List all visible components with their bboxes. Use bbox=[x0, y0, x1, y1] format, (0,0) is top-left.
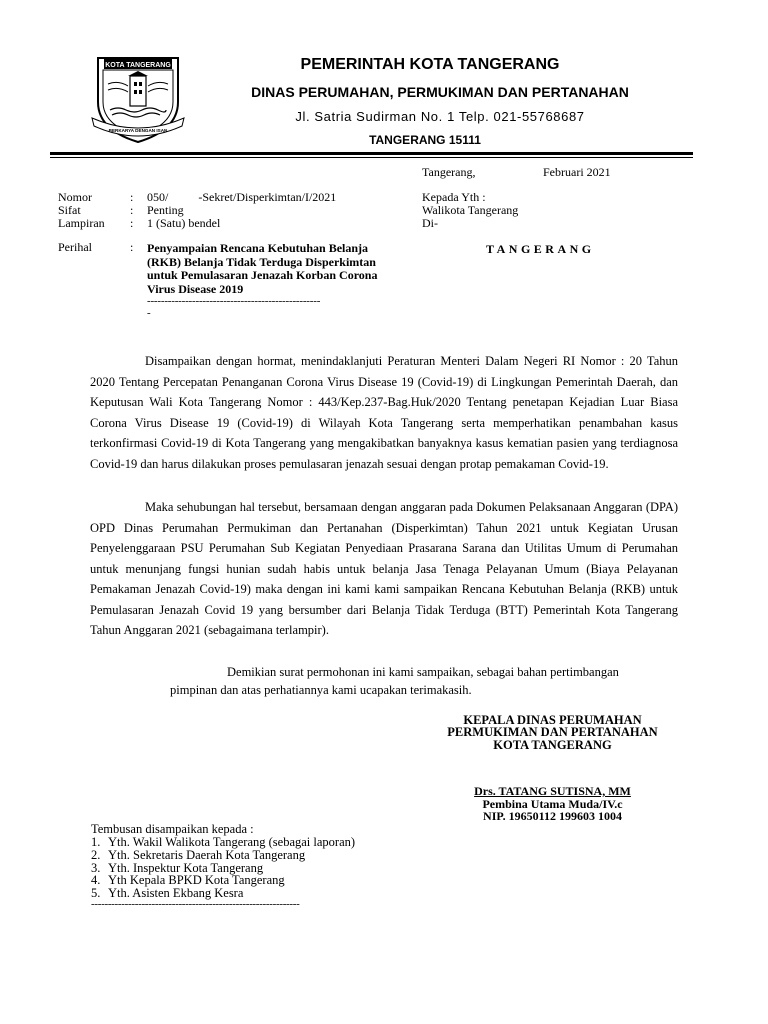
nomor-value: 050/ -Sekret/Disperkimtan/I/2021 bbox=[147, 190, 337, 204]
tembusan-title: Tembusan disampaikan kepada : bbox=[91, 822, 254, 836]
list-item: 4. Yth Kepala BPKD Kota Tangerang bbox=[91, 873, 285, 888]
recipient-line1: Kepada Yth : bbox=[422, 190, 486, 204]
perihal-colon: : bbox=[130, 240, 134, 254]
sifat-colon: : bbox=[130, 203, 134, 217]
letterhead-divider-thick bbox=[50, 152, 693, 155]
letterhead-title: PEMERINTAH KOTA TANGERANG bbox=[300, 56, 560, 73]
perihal-dashes: -------------------------------------------------- bbox=[147, 295, 321, 307]
body-paragraph-2: Maka sehubungan hal tersebut, bersamaan dengan anggaran pada Dokumen Pelaksanaan Anggaran (DPA) OPD Dinas Perumahan Permukiman dan Pertanahan (Disperkimtan) Tahun 2021 untuk Kegiatan Urusan Penyelenggaraan PSU Perumahan Sub Kegiatan Penyediaan Prasarana Sarana dan Utilitas Umum di Perumahan untuk menunjang fungsi hunian sudah habis untuk belanja Jasa Tenaga Pelayanan Umum (Biaya Pelayanan Pemakaman Jenazah Covid-19) maka dengan ini kami kami sampaikan Rencana Kebutuhan Belanja (RKB) untuk Pemulasaran Jenazah Covid 19 yang bersumber dari Belanja Tidak Terduga (BTT) Pemerintah Kota Tangerang Tahun Anggaran 2021 (sebagaimana terlampir). bbox=[90, 500, 678, 637]
sifat-value: Penting bbox=[147, 203, 184, 217]
closing-line-1: Demikian surat permohonan ini kami sampaikan, sebagai bahan pertimbangan bbox=[227, 665, 619, 679]
signature-title-line2: PERMUKIMAN DAN PERTANAHAN bbox=[447, 725, 658, 739]
tembusan-dashes: -------------------------------------------------------------- bbox=[91, 898, 300, 910]
list-item: 3. Yth. Inspektur Kota Tangerang bbox=[91, 860, 264, 875]
signatory-nip: NIP. 19650112 199603 1004 bbox=[483, 809, 622, 823]
sifat-label: Sifat bbox=[58, 203, 81, 217]
date-value: Februari 2021 bbox=[543, 165, 611, 179]
lampiran-colon: : bbox=[130, 216, 134, 230]
kota-tangerang-logo-icon bbox=[88, 52, 188, 144]
body-paragraph-1: Disampaikan dengan hormat, menindaklanjuti Peraturan Menteri Dalam Negeri RI Nomor : 20 Tahun 2020 Tentang Percepatan Penanganan Corona Virus Disease 19 (Covid-19) di Lingkungan Pemerintah Daerah, dan Keputusan Wali Kota Tangerang Nomor : 443/Kep.237-Bag.Huk/2020 Tentang penetapan Kejadian Luar Biasa Corona Virus Disease 19 (Covid-19) di Wilayah Kota Tangerang serta memperhatikan penambahan kasus terkonfirmasi Covid-19 di Kota Tangerang yang mengakibatkan banyaknya kasus kematian pasien yang terdiagnosa Covid-19 dan harus dilakukan proses pemulasaran jenazah sesuai dengan protap pemakaman Covid-19. bbox=[90, 354, 678, 471]
nomor-label: Nomor bbox=[58, 190, 92, 204]
signature-title-line1: KEPALA DINAS PERUMAHAN bbox=[463, 713, 642, 727]
signatory-name: Drs. TATANG SUTISNA, MM bbox=[474, 784, 631, 798]
perihal-dash-end: - bbox=[147, 307, 151, 319]
nomor-colon: : bbox=[130, 190, 134, 204]
letterhead-city-postal: TANGERANG 15111 bbox=[369, 133, 481, 147]
letterhead-divider-thin bbox=[50, 157, 693, 158]
letterhead-address: Jl. Satria Sudirman No. 1 Telp. 021-55768687 bbox=[295, 109, 585, 124]
tembusan-list bbox=[91, 836, 355, 900]
recipient-line3: Di- bbox=[422, 216, 438, 230]
list-item: 2. Yth. Sekretaris Daerah Kota Tangerang bbox=[91, 847, 306, 862]
recipient-city: TANGERANG bbox=[486, 242, 595, 256]
perihal-label: Perihal bbox=[58, 240, 92, 254]
lampiran-label: Lampiran bbox=[58, 216, 105, 230]
logo-motto-text: BERKARYA DENGAN ISAN bbox=[108, 128, 168, 133]
signature-title-line3: KOTA TANGERANG bbox=[493, 738, 612, 752]
closing-line-2: pimpinan dan atas perhatiannya kami ucapakan terimakasih. bbox=[170, 683, 472, 697]
date-place: Tangerang, bbox=[422, 165, 476, 179]
perihal-value: Penyampaian Rencana Kebutuhan Belanja (RKB) Belanja Tidak Terduga Disperkimtan untuk Pemulasaran Jenazah Korban Corona Virus Disease 2019 bbox=[147, 241, 378, 296]
list-item: 1. Yth. Wakil Walikota Tangerang (sebagai laporan) bbox=[91, 835, 356, 849]
logo-banner-text: KOTA TANGERANG bbox=[105, 62, 171, 69]
letterhead-agency: DINAS PERUMAHAN, PERMUKIMAN DAN PERTANAHAN bbox=[251, 84, 629, 100]
signatory-position: Pembina Utama Muda/IV.c bbox=[482, 797, 623, 811]
lampiran-value: 1 (Satu) bendel bbox=[147, 216, 221, 230]
recipient-line2: Walikota Tangerang bbox=[422, 203, 519, 217]
list-item: 5. Yth. Asisten Ekbang Kesra bbox=[91, 886, 244, 901]
